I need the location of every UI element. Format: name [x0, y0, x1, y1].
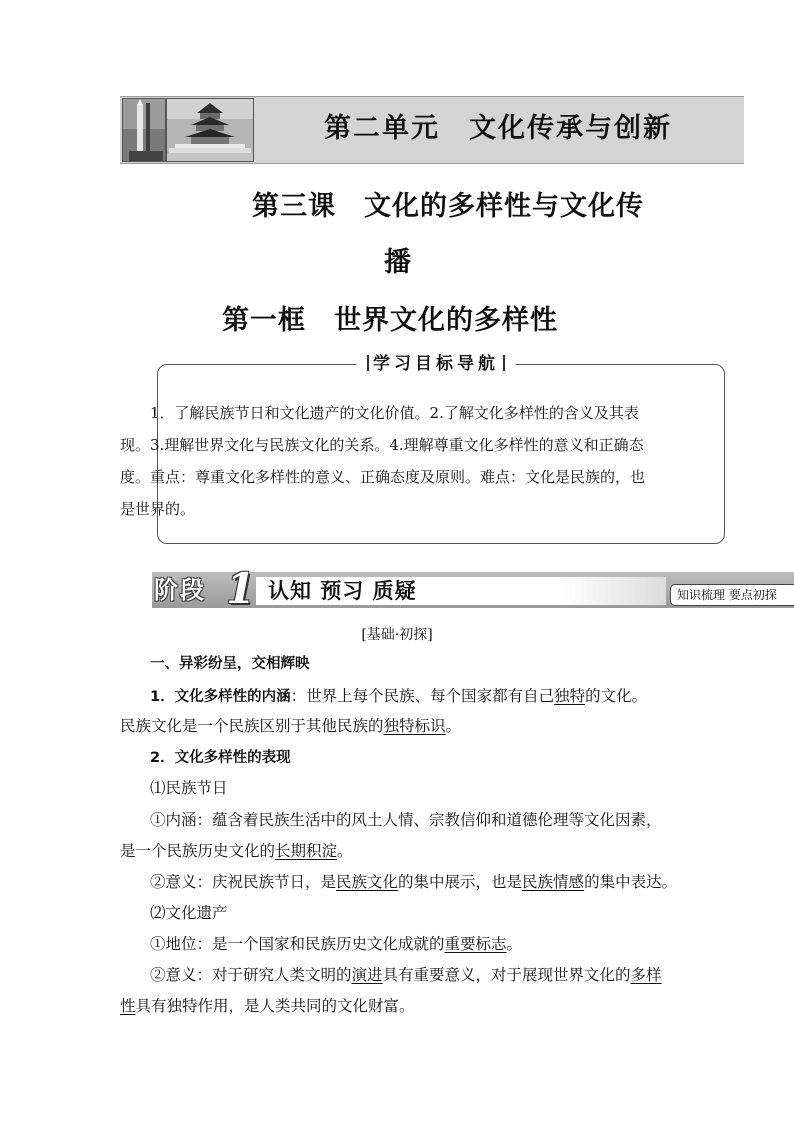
- text: ②意义：对于研究人类文明的: [150, 966, 352, 984]
- unit-title: 第二单元 文化传承与创新: [324, 113, 672, 144]
- paragraph-1: [150, 684, 647, 709]
- text: 。: [506, 935, 523, 953]
- text: 的集中展示，也是: [398, 873, 523, 891]
- term-lead: 1．文化多样性的内涵: [150, 689, 291, 705]
- base-note: [基础·初探]: [361, 627, 433, 643]
- text: 。: [337, 842, 353, 860]
- paragraph-1-cont: [120, 714, 461, 738]
- blank-answer: 独特标识: [383, 717, 446, 735]
- text: ：世界上每个民族、每个国家都有自己: [290, 687, 555, 705]
- festival-significance: [150, 870, 677, 894]
- blank-answer: 性: [120, 997, 136, 1015]
- goal-line: 现。3.理解世界文化与民族文化的关系。4.理解尊重文化多样性的意义和正确态: [120, 436, 644, 454]
- learning-goals-label-text: 学习目标导航: [373, 354, 499, 374]
- stage-word: 阶段: [154, 576, 206, 604]
- goal-line: 是世界的。: [120, 500, 196, 518]
- text: 具有重要意义，对于展现世界文化的: [382, 966, 631, 984]
- text: 民族文化是一个民族区别于其他民族的: [120, 717, 384, 735]
- temple-of-heaven-photo: [166, 98, 254, 162]
- text: 具有独特作用，是人类共同的文化财富。: [135, 997, 415, 1015]
- stage-tag: 知识梳理 要点初探: [670, 584, 794, 606]
- text: ②意义：庆祝民族节日，是: [150, 873, 337, 891]
- subheading-heritage: ⑵文化遗产: [150, 904, 228, 922]
- blank-answer: 独特: [554, 687, 586, 705]
- lesson-title-line1: 第三课 文化的多样性与文化传: [252, 191, 644, 222]
- heritage-significance-cont: [120, 994, 415, 1018]
- heritage-status: [150, 932, 522, 956]
- blank-answer: 重要标志: [444, 935, 507, 953]
- blank-answer: 长期积淀: [275, 842, 338, 860]
- goal-line: 1．了解民族节日和文化遗产的文化价值。2.了解文化多样性的含义及其表: [150, 404, 639, 422]
- heading-1: 一、异彩纷呈，交相辉映: [150, 656, 310, 672]
- festival-meaning-cont: [120, 839, 353, 863]
- blank-answer: 民族文化: [336, 873, 399, 891]
- heading-2: 2．文化多样性的表现: [150, 750, 291, 766]
- label-bar-left: [367, 355, 369, 371]
- text: 的集中表达。: [584, 873, 678, 891]
- label-bar-right: [503, 355, 505, 371]
- text: 是一个民族历史文化的: [120, 842, 276, 860]
- blank-answer: 多样: [630, 966, 662, 984]
- text: 的文化。: [585, 687, 648, 705]
- festival-meaning: ①内涵：蕴含着民族生活中的风土人情、宗教信仰和道德伦理等文化因素，: [150, 811, 662, 829]
- section-title: 第一框 世界文化的多样性: [222, 305, 558, 336]
- goal-line: 度。重点：尊重文化多样性的意义、正确态度及原则。难点：文化是民族的，也: [120, 468, 646, 486]
- lesson-title-line2: 播: [384, 247, 412, 278]
- stage-title: 认知 预习 质疑: [268, 578, 417, 603]
- text: 。: [445, 717, 462, 735]
- learning-goals-label: [356, 350, 516, 378]
- stage-number: 1: [226, 564, 256, 613]
- heritage-significance: [150, 963, 662, 987]
- rocket-launch-photo: [122, 98, 166, 162]
- blank-answer: 民族情感: [522, 873, 585, 891]
- blank-answer: 演进: [351, 966, 383, 984]
- subheading-festival: ⑴民族节日: [150, 779, 228, 797]
- text: ①地位：是一个国家和民族历史文化成就的: [150, 935, 445, 953]
